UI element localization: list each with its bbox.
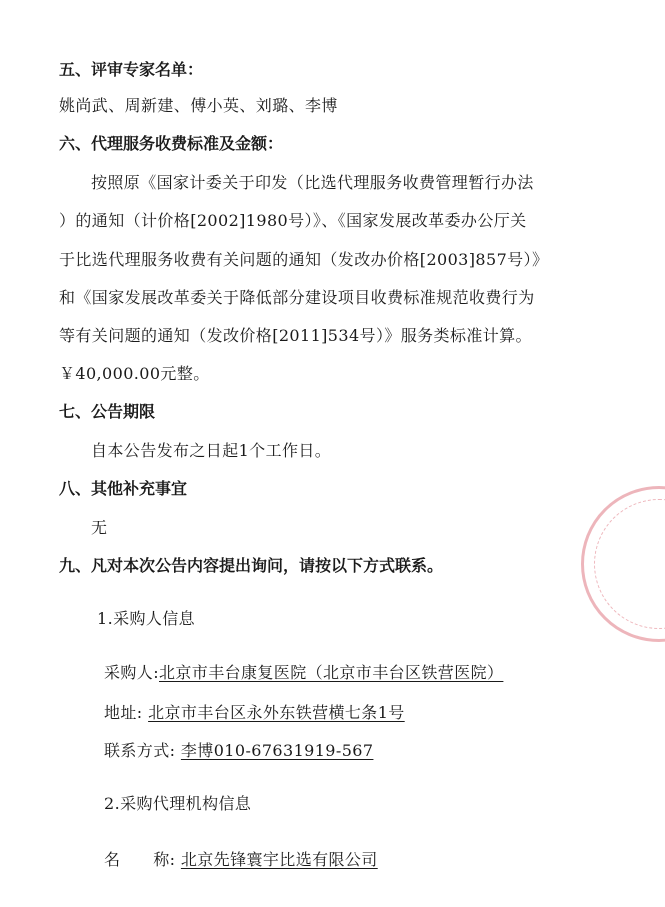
fee-paragraph-line: ）的通知（计价格[2002]1980号）》、《国家发展改革委办公厅关 xyxy=(59,211,527,230)
fee-paragraph-line: 和《国家发展改革委关于降低部分建设项目收费标准规范收费行为 xyxy=(59,288,535,307)
fee-paragraph-line: 等有关问题的通知（发改价格[2011]534号）》服务类标准计算。 xyxy=(59,326,532,345)
fee-paragraph-line: 按照原《国家计委关于印发（比选代理服务收费管理暂行办法 xyxy=(91,173,534,192)
section-5-heading: 五、评审专家名单： xyxy=(59,60,204,79)
agency-name-value: 北京先锋寰宇比选有限公司 xyxy=(180,850,378,869)
notice-period-text: 自本公告发布之日起1个工作日。 xyxy=(91,441,332,460)
agency-name-label: 名 称: xyxy=(104,850,176,869)
section-9-heading: 九、凡对本次公告内容提出询问，请按以下方式联系。 xyxy=(59,556,444,575)
section-6-heading: 六、代理服务收费标准及金额： xyxy=(59,134,284,153)
purchaser-name-value: 北京市丰台康复医院（北京市丰台区铁营医院） xyxy=(159,663,504,682)
fee-paragraph-line: 于比选代理服务收费有关问题的通知（发改办价格[2003]857号）》 xyxy=(59,250,549,269)
purchaser-contact-label: 联系方式: xyxy=(104,741,176,760)
section-8-heading: 八、其他补充事宜 xyxy=(59,479,188,498)
purchaser-name-row xyxy=(104,660,503,683)
purchaser-address-value: 北京市丰台区永外东铁营横七条1号 xyxy=(148,703,405,722)
purchaser-address-row xyxy=(104,700,405,723)
agency-info-title: 2.采购代理机构信息 xyxy=(104,794,252,813)
purchaser-address-label: 地址: xyxy=(104,703,143,722)
purchaser-contact-value: 李博010-67631919-567 xyxy=(180,741,374,760)
agency-name-row xyxy=(104,847,378,870)
purchaser-contact-row xyxy=(104,738,373,761)
purchaser-info-title: 1.采购人信息 xyxy=(97,609,196,628)
supplement-text: 无 xyxy=(91,518,108,537)
red-seal-stamp xyxy=(581,486,665,642)
purchaser-name-label: 采购人: xyxy=(104,663,159,682)
fee-amount: ￥40,000.00元整。 xyxy=(59,364,210,383)
expert-names: 姚尚武、周新建、傅小英、刘璐、李博 xyxy=(59,96,338,115)
section-7-heading: 七、公告期限 xyxy=(59,402,156,421)
